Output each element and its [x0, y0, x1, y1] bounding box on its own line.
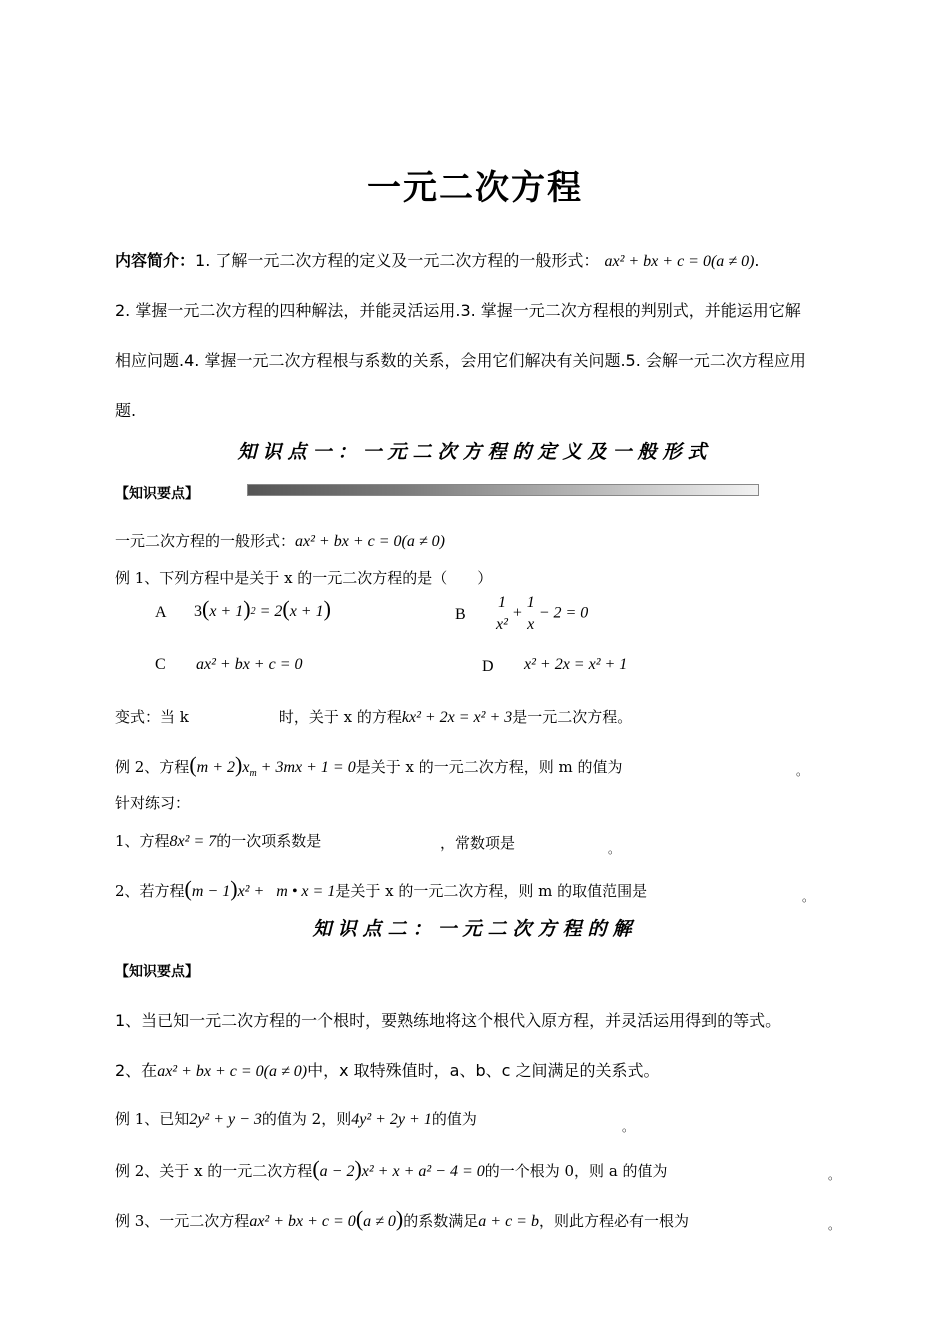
variant-mid: 时，关于 x 的方程	[278, 708, 402, 726]
s2-example-1-expr1: 2y² + y − 3	[189, 1111, 262, 1128]
s2-example-3-inner: a ≠ 0	[363, 1213, 396, 1230]
key-points-label-1: 【知识要点】	[115, 486, 199, 502]
example-2-tail: + 3mx + 1 = 0	[260, 759, 356, 776]
option-a-expr: $3(x + 1)^2 = 2(x + 1)$	[194, 596, 331, 621]
example-2-end: 。	[796, 764, 809, 778]
general-form-label: 一元二次方程的一般形式：	[115, 532, 296, 550]
practice-2-end: 。	[802, 890, 815, 904]
option-d-expr: x² + 2x = x² + 1	[524, 656, 628, 673]
s2-example-1-line	[115, 1108, 477, 1129]
key-points-label-2: 【知识要点】	[115, 964, 199, 980]
s2-example-3-end: 。	[828, 1218, 841, 1232]
intro-line-3: 相应问题.4. 掌握一元二次方程根与系数的关系，会用它们解决有关问题.5. 会解一元二次方程应用	[115, 351, 806, 370]
example-2-line: 例 2、方程$(m + 2)x_m + 3mx + 1 = 0$是关于 x 的一元二次方程，则 m 的值为	[115, 752, 623, 780]
intro-line-1: 内容简介：1. 了解一元二次方程的定义及一元二次方程的一般形式： ax² + bx + c = 0(a ≠ 0).	[115, 251, 760, 270]
option-d-label: D	[482, 658, 494, 675]
s2-example-1-end: 。	[622, 1120, 635, 1134]
practice-2-rest: x² +	[237, 883, 265, 900]
example-2-prefix: 例 2、方程	[115, 758, 190, 776]
s2-example-3-cond: a + c = b	[478, 1213, 539, 1230]
intro-formula: ax² + bx + c = 0(a ≠ 0)	[604, 253, 755, 270]
practice-2-inner: m − 1	[191, 883, 231, 900]
section-heading-2: 知识点二：一元二次方程的解	[312, 918, 638, 940]
s2-example-3-mid: 的系数满足	[403, 1212, 479, 1230]
practice-1-expr: 8x² = 7	[169, 833, 217, 850]
s2-example-2-suffix: 的一个根为 0，则 a 的值为	[484, 1162, 668, 1180]
s2-example-2-line: 例 2、关于 x 的一元二次方程(a − 2)x² + x + a² − 4 = 0的一个根为 0，则 a 的值为	[115, 1156, 668, 1181]
s2-example-3-line: 例 3、一元二次方程ax² + bx + c = 0(a ≠ 0)的系数满足a + c = b，则此方程必有一根为	[115, 1206, 689, 1231]
general-form-line	[115, 530, 445, 551]
point-2-line	[115, 1058, 660, 1081]
option-b-plus: +	[511, 604, 523, 622]
practice-1-mid2: ，常数项是	[440, 834, 516, 852]
s2-example-1-suffix: 的值为	[431, 1110, 477, 1128]
practice-1-prefix: 1、方程	[115, 832, 170, 850]
practice-2-line: 2、若方程(m − 1)x² + m • x = 1是关于 x 的一元二次方程，则 m 的取值范围是	[115, 876, 648, 901]
decorative-gradient-bar	[247, 484, 759, 496]
option-a-inner2: x + 1	[289, 603, 324, 620]
option-b-den1: x²	[496, 616, 508, 633]
example-2-x: x	[242, 759, 250, 776]
option-b-num1: 1	[497, 594, 506, 611]
practice-1-end: 。	[608, 842, 621, 856]
point-2-suffix: 中，x 取特殊值时，a、b、c 之间满足的关系式。	[307, 1061, 660, 1080]
s2-example-3-suffix: ，则此方程必有一根为	[538, 1212, 689, 1230]
intro-line-2: 2. 掌握一元二次方程的四种解法，并能灵活运用.3. 掌握一元二次方程根的判别式，并能运用它解	[115, 301, 801, 320]
example-2-sup: m	[249, 768, 257, 780]
example-1-question: 例 1、下列方程中是关于 x 的一元二次方程的是（ ）	[115, 569, 493, 587]
practice-2-prefix: 2、若方程	[115, 882, 185, 900]
option-b-den2: x	[527, 616, 535, 633]
s2-example-3-prefix: 例 3、一元二次方程	[115, 1212, 250, 1230]
option-a-mid: = 2	[259, 603, 283, 620]
option-b-num2: 1	[526, 594, 535, 611]
option-a-coef: 3	[194, 603, 202, 620]
option-b-rest: − 2 = 0	[538, 604, 589, 622]
option-b-label: B	[455, 606, 466, 623]
point-2-expr: ax² + bx + c = 0(a ≠ 0)	[157, 1063, 308, 1080]
example-2-suffix: 是关于 x 的一元二次方程，则 m 的值为	[355, 758, 623, 776]
s2-example-1-prefix: 例 1、已知	[115, 1110, 190, 1128]
practice-1-mid: 的一次项系数是	[216, 832, 322, 850]
point-1: 1、当已知一元二次方程的一个根时，要熟练地将这个根代入原方程，并灵活运用得到的等式。	[115, 1011, 782, 1030]
general-form-formula: ax² + bx + c = 0(a ≠ 0)	[295, 533, 445, 550]
s2-example-3-expr: ax² + bx + c = 0	[249, 1213, 356, 1230]
variant-suffix: 是一元二次方程。	[512, 708, 633, 726]
intro-item-1: 1. 了解一元二次方程的定义及一元二次方程的一般形式：	[195, 251, 600, 270]
s2-example-2-rest: x² + x + a² − 4 = 0	[361, 1163, 485, 1180]
practice-label: 针对练习：	[115, 794, 191, 812]
option-b-expr	[496, 592, 588, 636]
point-2-prefix: 2、在	[115, 1061, 158, 1080]
variant-line	[115, 706, 632, 727]
page-title: 一元二次方程	[367, 168, 583, 208]
variant-prefix: 变式：当 k	[115, 708, 189, 726]
variant-expr: kx² + 2x = x² + 3	[401, 709, 513, 726]
intro-label: 内容简介：	[115, 251, 196, 270]
section-heading-1: 知识点一：一元二次方程的定义及一般形式	[237, 441, 713, 463]
option-a-label: A	[155, 604, 167, 621]
s2-example-2-prefix: 例 2、关于 x 的一元二次方程	[115, 1162, 313, 1180]
intro-line-4: 题.	[115, 401, 137, 420]
practice-2-suffix: 是关于 x 的一元二次方程，则 m 的取值范围是	[335, 882, 648, 900]
example-2-inner: m + 2	[196, 759, 235, 776]
s2-example-1-mid: 的值为 2，则	[261, 1110, 352, 1128]
option-c-expr: ax² + bx + c = 0	[196, 656, 303, 673]
s2-example-2-end: 。	[828, 1168, 841, 1182]
s2-example-2-inner: a − 2	[319, 1163, 355, 1180]
s2-example-1-expr2: 4y² + 2y + 1	[351, 1111, 432, 1128]
option-c-label: C	[155, 656, 166, 673]
practice-1-line	[115, 830, 321, 851]
practice-2-tail: m • x = 1	[276, 883, 336, 900]
option-a-inner1: x + 1	[209, 603, 244, 620]
